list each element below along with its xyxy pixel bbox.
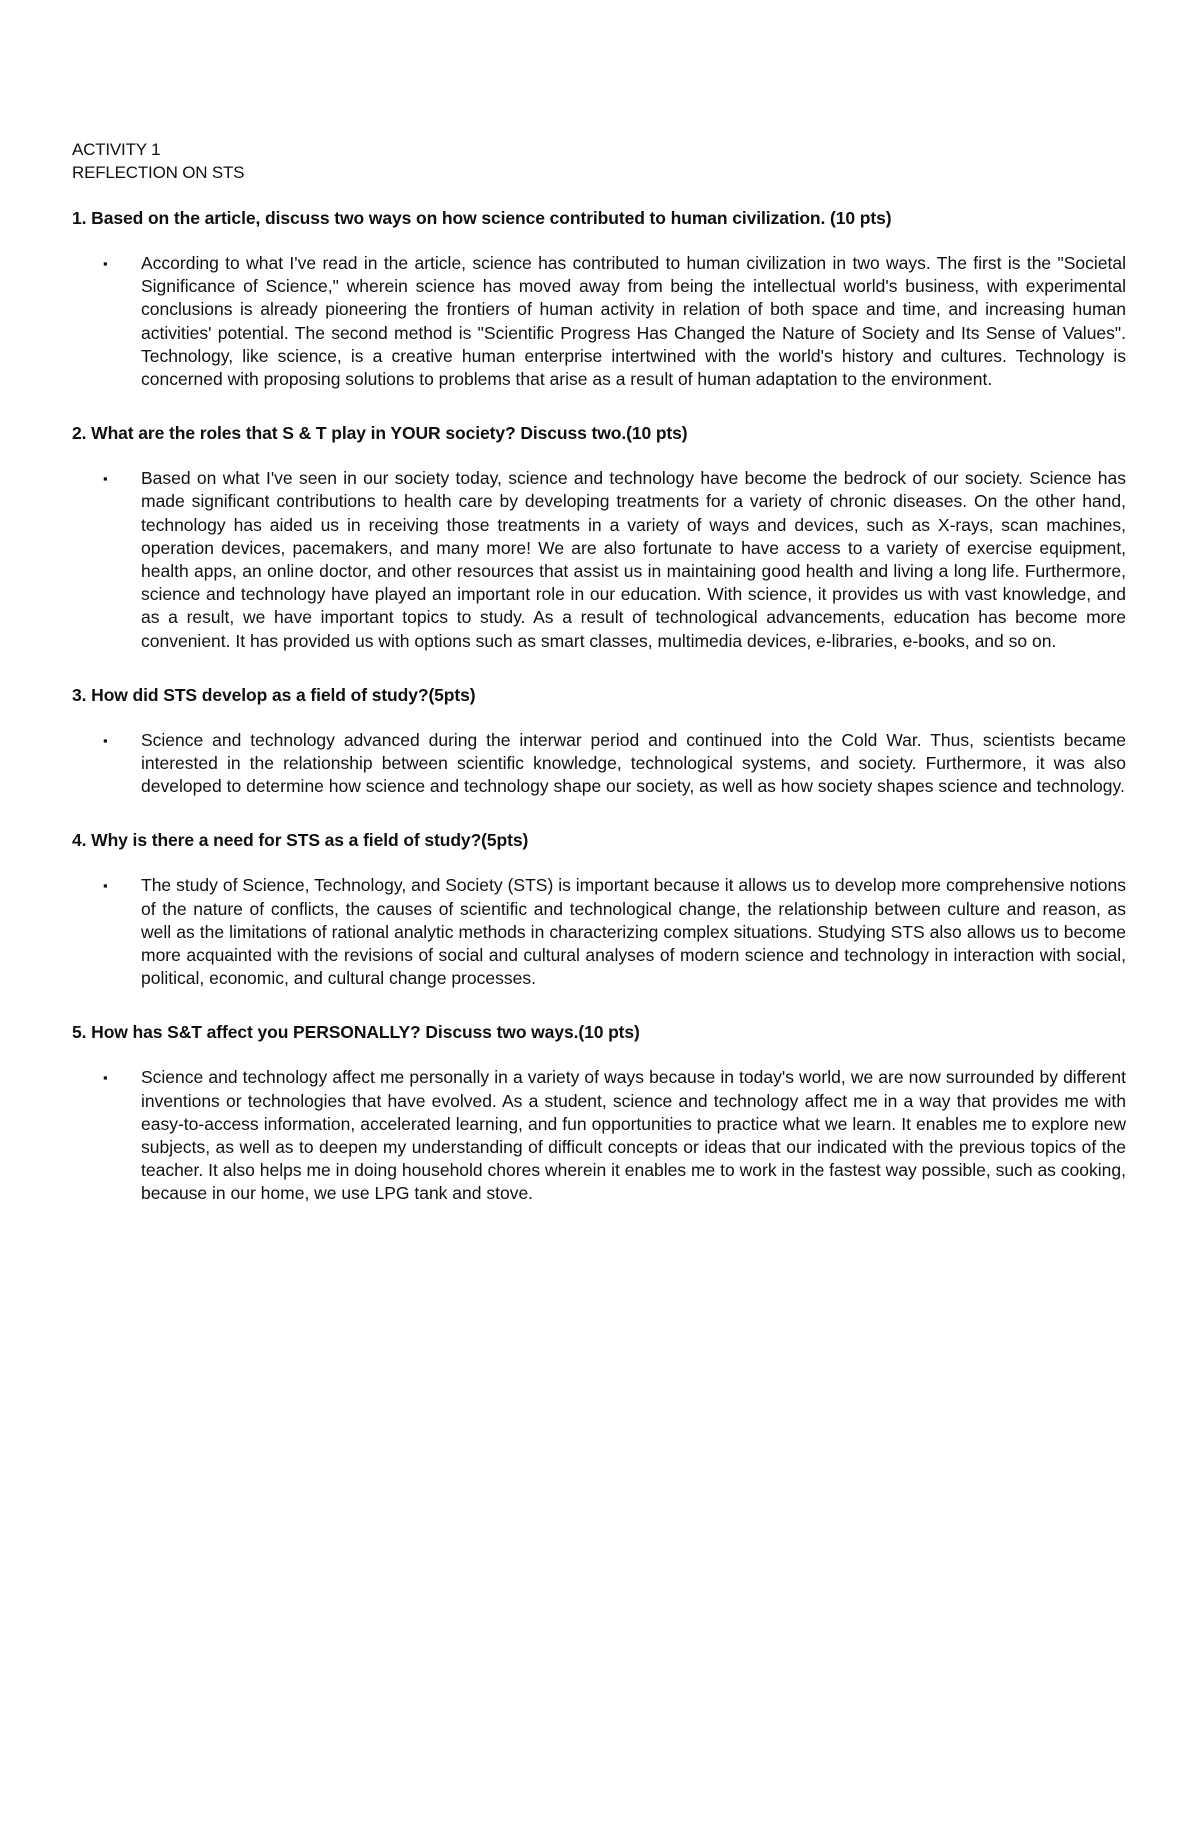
question-4 bbox=[72, 828, 1126, 990]
question-1 bbox=[72, 206, 1126, 391]
question-2 bbox=[72, 421, 1126, 653]
question-3-answer bbox=[72, 729, 1126, 799]
question-5-answer-text: Science and technology affect me personally in a variety of ways because in today's world, we are now surrounded by different inventions or technologies that have evolved. As a student, science and technology affect me in a way that provides me with easy-to-access information, accelerated learning, and fun opportunities to practice what we learn. It enables me to explore new subjects, as well as to deepen my understanding of difficult concepts or ideas that our indicated with the previous topics of the teacher. It also helps me in doing household chores wherein it enables me to work in the fastest way possible, such as cooking, because in our home, we use LPG tank and stove. bbox=[141, 1067, 1126, 1204]
question-list bbox=[72, 206, 1126, 1206]
bullet-icon: ▪ bbox=[103, 256, 108, 271]
activity-header bbox=[72, 138, 244, 184]
bullet-icon: ▪ bbox=[103, 1070, 108, 1086]
bullet-icon: ▪ bbox=[103, 471, 108, 487]
question-2-title: 2. What are the roles that S & T play in YOUR society? Discuss two.(10 pts) bbox=[72, 423, 688, 444]
question-5 bbox=[72, 1020, 1126, 1205]
question-5-answer bbox=[72, 1066, 1126, 1205]
question-3-title: 3. How did STS develop as a field of study?(5pts) bbox=[72, 684, 476, 705]
question-3 bbox=[72, 683, 1126, 799]
question-1-title: 1. Based on the article, discuss two ways on how science contributed to human civilization. (10 pts) bbox=[72, 208, 892, 228]
question-4-title: 4. Why is there a need for STS as a field of study?(5pts) bbox=[72, 830, 529, 851]
activity-subtitle: REFLECTION ON STS bbox=[72, 163, 245, 182]
question-4-answer-text: The study of Science, Technology, and Society (STS) is important because it allows us to develop more comprehensive notions of the nature of conflicts, the causes of scientific and technological change, the relationship between culture and reason, as well as the limitations of rational analytic methods in characterizing complex situations. Studying STS also allows us to become more acquainted with the revisions of social and cultural analyses of modern science and technology in interaction with social, political, economic, and cultural change processes. bbox=[141, 875, 1126, 989]
question-2-answer bbox=[72, 467, 1126, 653]
question-4-answer bbox=[72, 874, 1126, 990]
activity-title: ACTIVITY 1 bbox=[72, 140, 161, 159]
question-1-answer bbox=[72, 252, 1126, 391]
question-1-answer-text: According to what I've read in the article, science has contributed to human civilization in two ways. The first is the "Societal Significance of Science," wherein science has moved away from being the intellectual world's business, with experimental conclusions is already pioneering the frontiers of human activity in relation of both space and time, and increasing human activities' potential. The second method is "Scientific Progress Has Changed the Nature of Society and Its Sense of Values". Technology, like science, is a creative human enterprise intertwined with the world's history and cultures. Technology is concerned with proposing solutions to problems that arise as a result of human adaptation to the environment. bbox=[141, 253, 1126, 390]
question-3-answer-text: Science and technology advanced during the interwar period and continued into the Cold War. Thus, scientists became interested in the relationship between scientific knowledge, technological systems, and society. Furthermore, it was also developed to determine how science and technology shape our society, as well as how society shapes science and technology. bbox=[141, 729, 1126, 797]
question-5-title: 5. How has S&T affect you PERSONALLY? Discuss two ways.(10 pts) bbox=[72, 1022, 640, 1043]
bullet-icon: ▪ bbox=[103, 878, 108, 894]
bullet-icon: ▪ bbox=[103, 732, 108, 748]
question-2-answer-text: Based on what I've seen in our society today, science and technology have become the bedrock of our society. Science has made significant contributions to health care by developing treatments for a variety of chronic diseases. On the other hand, technology has aided us in receiving those treatments in a variety of ways and devices, such as X-rays, scan machines, operation devices, pacemakers, and many more! We are also fortunate to have access to a variety of exercise equipment, health apps, an online doctor, and other resources that assist us in maintaining good health and living a long life. Furthermore, science and technology have played an important role in our education. With science, it provides us with vast knowledge, and as a result, we have important topics to study. As a result of technological advancements, education has become more convenient. It has provided us with options such as smart classes, multimedia devices, e-libraries, e-books, and so on. bbox=[141, 468, 1126, 651]
